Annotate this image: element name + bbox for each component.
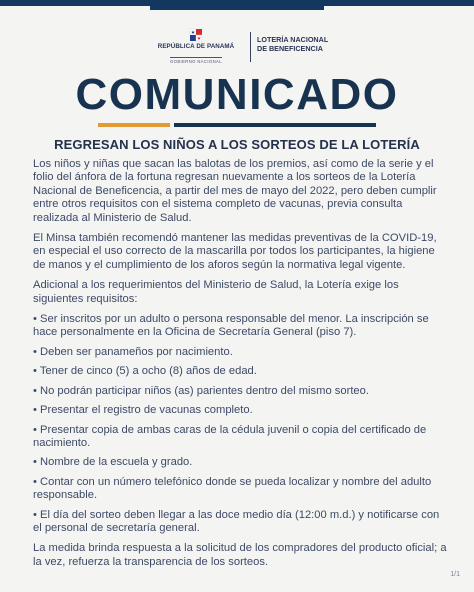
panama-flag-icon — [189, 28, 203, 42]
paragraph: El Minsa también recomendó mantener las medidas preventivas de la COVID-19, en especial el uso correcto de la mascarilla por todos los participantes, la higiene de manos y el cumplimiento de los aforos según la normativa legal vigente. — [33, 232, 437, 271]
requirement-item: • Contar con un número telefónico donde se pueda localizar y nombre del adulto responsable. — [33, 475, 432, 502]
lottery-name — [257, 35, 328, 53]
requirement-item: • Presentar copia de ambas caras de la cédula juvenil o copia del certificado de nacimiento. — [33, 423, 427, 449]
requirement-item: • No podrán participar niños (as) parientes dentro del mismo sorteo. — [33, 384, 369, 397]
government-logo — [150, 28, 242, 68]
requirement-item: • Deben ser panameños por nacimiento. — [33, 345, 233, 358]
header — [0, 28, 474, 68]
headline: REGRESAN LOS NIÑOS A LOS SORTEOS DE LA LOTERÍA — [54, 137, 420, 152]
requirement-item: • El día del sorteo deben llegar a las doce medio día (12:00 m.d.) y notificarse con el personal de secretaría general. — [33, 508, 440, 534]
requirement-item: • Tener de cinco (5) a ocho (8) años de edad. — [33, 365, 257, 378]
header-divider — [250, 32, 251, 62]
requirement-item: • Presentar el registro de vacunas completo. — [33, 404, 253, 417]
government-subtitle: GOBIERNO NACIONAL — [170, 59, 222, 64]
top-band-shape — [0, 0, 474, 10]
page-number: 1/1 — [450, 571, 460, 578]
top-band — [0, 0, 474, 10]
title-underline-accent — [98, 123, 170, 127]
lottery-name-line-1: LOTERÍA NACIONAL — [257, 35, 329, 44]
title-underline — [98, 123, 376, 127]
lottery-name-line-2: DE BENEFICENCIA — [257, 44, 323, 53]
closing-paragraph: La medida brinda respuesta a la solicitud de los compradores del producto oficial; a la vez, refuerza la transparencia de los sorteos. — [33, 542, 447, 568]
title-underline-main — [174, 123, 376, 127]
requirement-item: • Ser inscritos por un adulto o persona responsable del menor. La inscripción se hace personalmente en la Oficina de Secretaría General (piso 7). — [33, 313, 429, 339]
requirement-item: • Nombre de la escuela y grado. — [33, 456, 193, 469]
body-text — [33, 158, 449, 569]
page-title: COMUNICADO — [75, 70, 399, 119]
paragraph: Adicional a los requerimientos del Ministerio de Salud, la Lotería exige los siguientes requisitos: — [33, 279, 399, 305]
government-name: REPÚBLICA DE PANAMÁ — [157, 43, 235, 50]
paragraph: Los niños y niñas que sacan las balotas de los premios, así como de la serie y el folio del ánfora de la fortuna regresan nuevamente a los sorteos de la Lotería Nacional de Beneficencia, a partir del mes de mayo del 2022, pero deben cumplir entre otros requisitos con el sistema completo de vacunas, previa consulta realizada al Ministerio de Salud. — [33, 158, 437, 224]
